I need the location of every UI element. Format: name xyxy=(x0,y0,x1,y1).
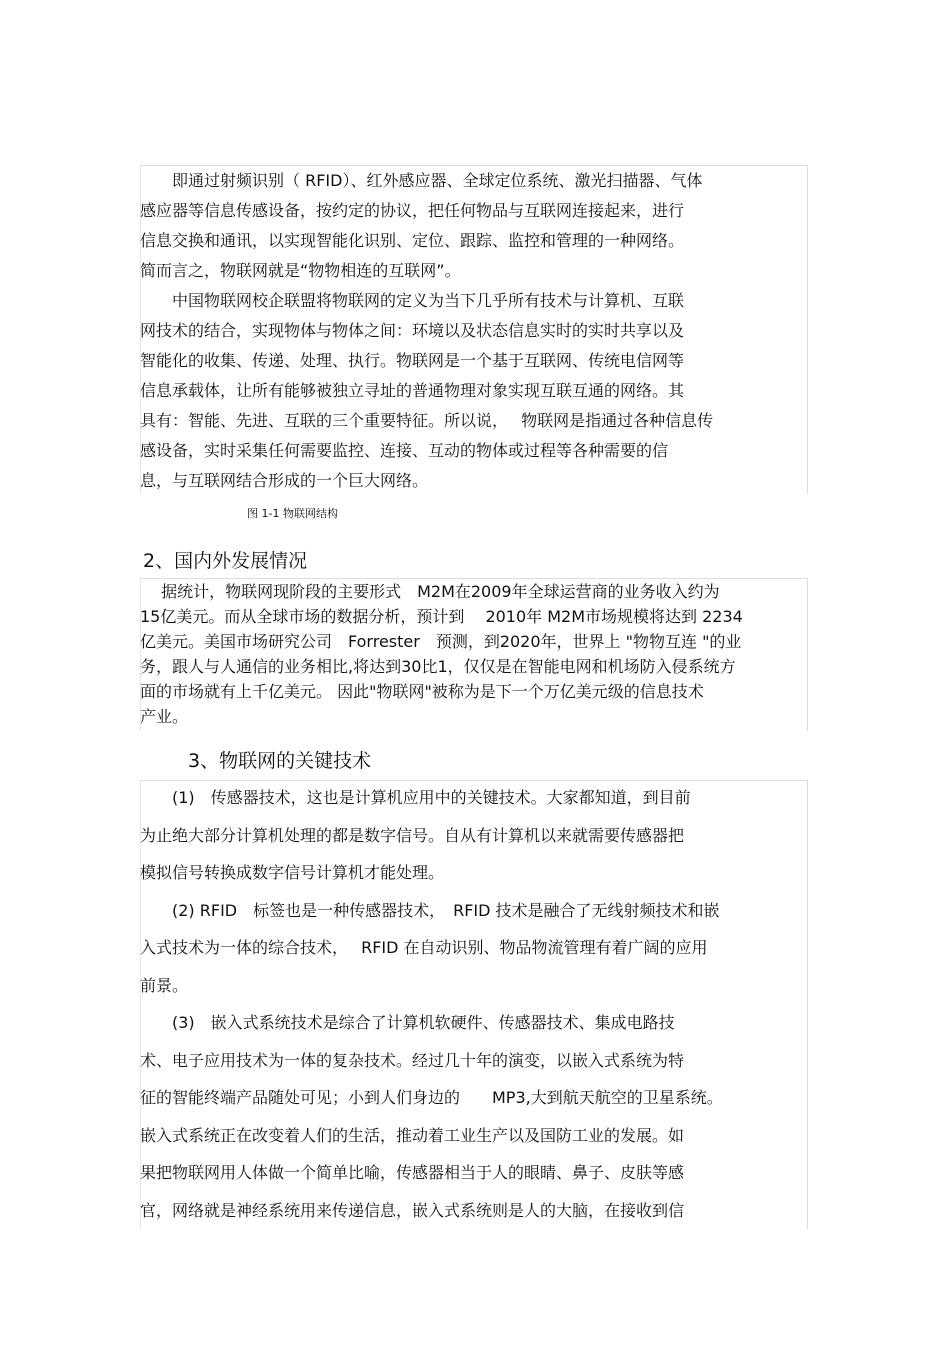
text-line: 务，跟人与人通信的业务相比,将达到30比1，仅仅是在智能电网和机场防入侵系统方 xyxy=(140,657,736,676)
text-line: (1) 传感器技术，这也是计算机应用中的关键技术。大家都知道，到目前 xyxy=(140,788,691,807)
text-line: 亿美元。美国市场研究公司 Forrester 预测，到2020年，世界上 "物物互连 "的业 xyxy=(140,632,742,651)
text-line: 即通过射频识别（ RFID）、红外感应器、全球定位系统、激光扫描器、气体 xyxy=(140,171,703,190)
figure-caption: 图 1-1 物联网结构 xyxy=(247,507,338,520)
section-frame-3 xyxy=(140,780,808,1229)
text-line: 信息承载体，让所有能够被独立寻址的普通物理对象实现互联互通的网络。其 xyxy=(140,381,685,400)
section-heading-development: 2、国内外发展情况 xyxy=(143,550,308,572)
text-line: 面的市场就有上千亿美元。 因此"物联网"被称为是下一个万亿美元级的信息技术 xyxy=(140,682,704,701)
text-line: 术、电子应用技术为一体的复杂技术。经过几十年的演变，以嵌入式系统为特 xyxy=(140,1051,685,1070)
text-line: 前景。 xyxy=(140,976,189,995)
text-line: (2) RFID 标签也是一种传感器技术， RFID 技术是融合了无线射频技术和嵌 xyxy=(140,901,720,920)
text-line: 模拟信号转换成数字信号计算机才能处理。 xyxy=(140,863,445,882)
text-line: 产业。 xyxy=(140,707,189,726)
text-line: 嵌入式系统正在改变着人们的生活，推动着工业生产以及国防工业的发展。如 xyxy=(140,1126,685,1145)
text-line: 智能化的收集、传递、处理、执行。物联网是一个基于互联网、传统电信网等 xyxy=(140,351,685,370)
text-line: 具有：智能、先进、互联的三个重要特征。所以说， 物联网是指通过各种信息传 xyxy=(140,411,714,430)
text-line: 15亿美元。而从全球市场的数据分析，预计到 2010年 M2M市场规模将达到 2234 xyxy=(140,607,743,626)
text-line: 果把物联网用人体做一个简单比喻，传感器相当于人的眼睛、鼻子、皮肤等感 xyxy=(140,1163,685,1182)
text-line: 征的智能终端产品随处可见；小到人们身边的 MP3,大到航天航空的卫星系统。 xyxy=(140,1088,723,1107)
text-line: 中国物联网校企联盟将物联网的定义为当下几乎所有技术与计算机、互联 xyxy=(140,291,685,310)
text-line: 入式技术为一体的综合技术， RFID 在自动识别、物品物流管理有着广阔的应用 xyxy=(140,938,708,957)
text-line: 据统计，物联网现阶段的主要形式 M2M在2009年全球运营商的业务收入约为 xyxy=(140,582,720,601)
text-line: (3) 嵌入式系统技术是综合了计算机软硬件、传感器技术、集成电路技 xyxy=(140,1013,675,1032)
text-line: 官，网络就是神经系统用来传递信息，嵌入式系统则是人的大脑，在接收到信 xyxy=(140,1201,685,1220)
text-line: 信息交换和通讯，以实现智能化识别、定位、跟踪、监控和管理的一种网络。 xyxy=(140,231,685,250)
text-line: 感应器等信息传感设备，按约定的协议，把任何物品与互联网连接起来，进行 xyxy=(140,201,685,220)
text-line: 网技术的结合，实现物体与物体之间：环境以及状态信息实时的实时共享以及 xyxy=(140,321,685,340)
text-line: 感设备，实时采集任何需要监控、连接、互动的物体或过程等各种需要的信 xyxy=(140,441,669,460)
text-line: 息，与互联网结合形成的一个巨大网络。 xyxy=(140,471,429,490)
text-line: 为止绝大部分计算机处理的都是数字信号。自从有计算机以来就需要传感器把 xyxy=(140,826,685,845)
text-line: 简而言之，物联网就是“物物相连的互联网”。 xyxy=(140,261,461,280)
section-heading-key-technologies: 3、物联网的关键技术 xyxy=(188,750,372,772)
